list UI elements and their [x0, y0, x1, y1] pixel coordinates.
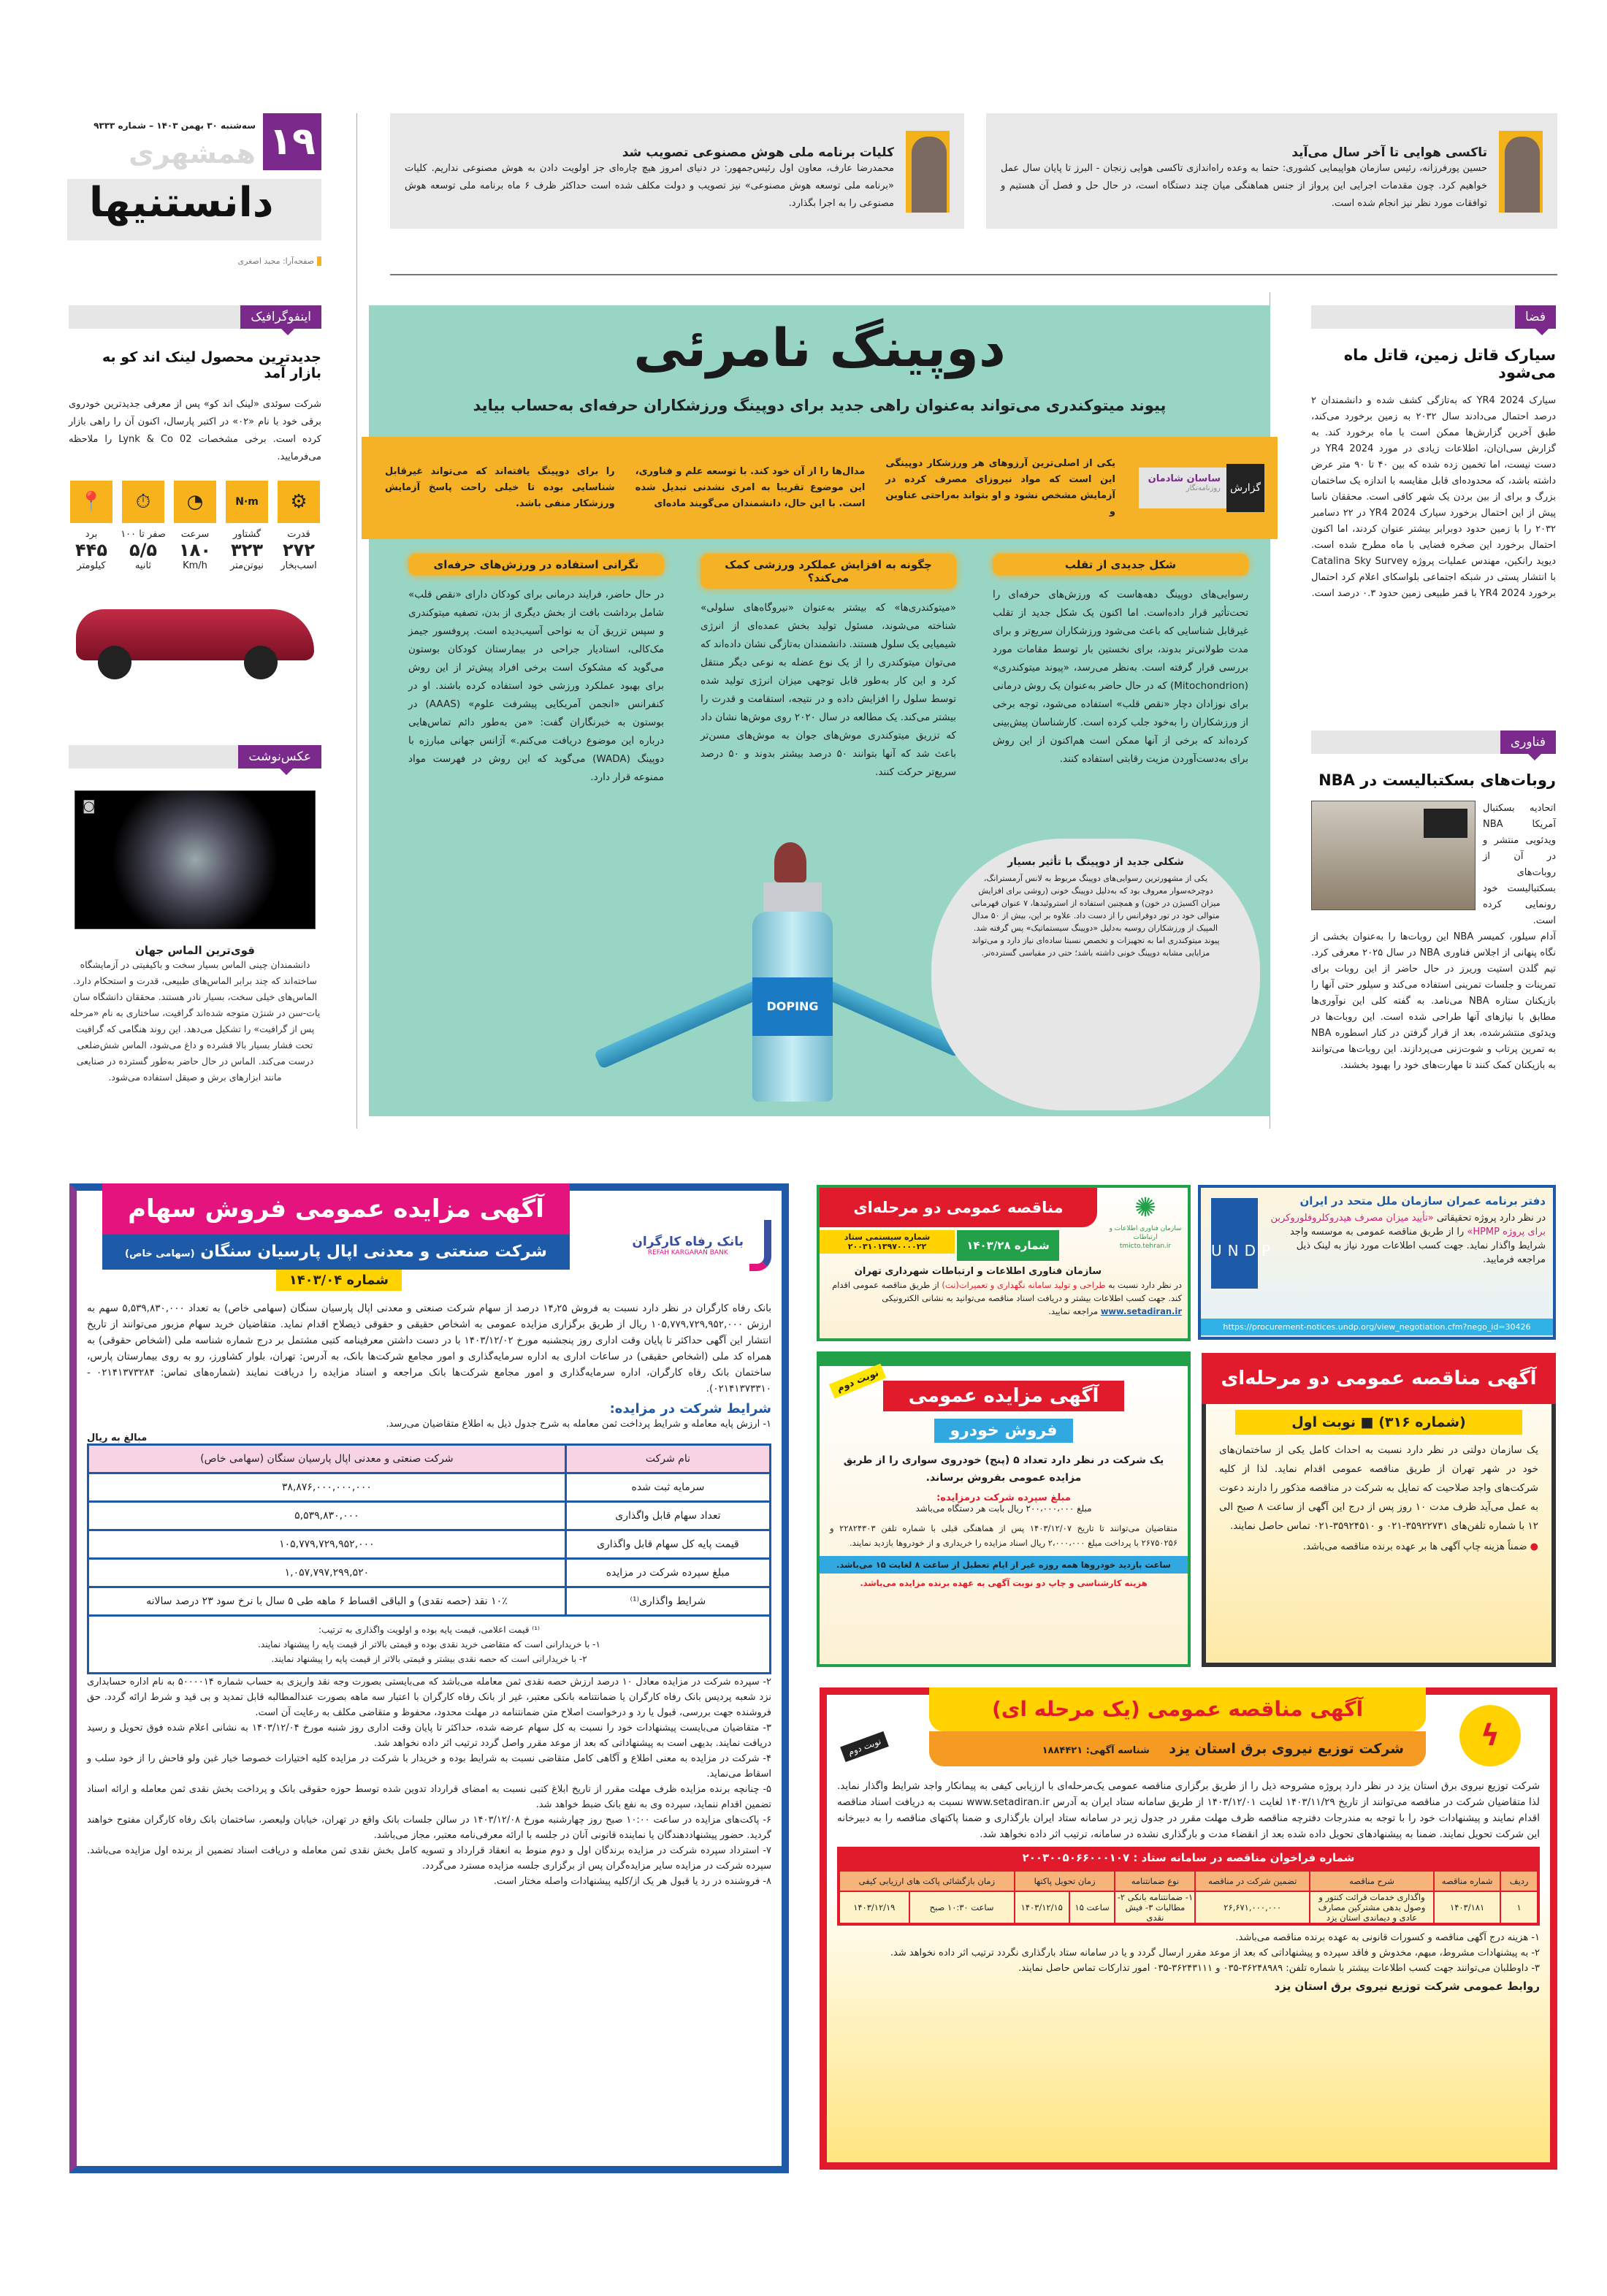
- article-intro: اتحادیه بسکتبال آمریکا NBA ویدئویی منتشر و در آن از روبات‌های بسکتبالیست خود رونمایی کرده است.: [1483, 803, 1556, 926]
- ad-body: یک سازمان دولتی در نظر دارد نسبت به احداث کامل یکی از ساختمان‌های خود در شهر تهران از طریق مناقصه عمومی اقدام نماید. لذا از کلیه شرکت‌های واجد صلاحیت که تمایل به شرکت در مناقصه مذکور را دارند دعوت به عمل می‌آید ظرف مدت ۱۰ روز پس از درج این آگهی از ساعت ۸ صبح الی ۱۲ با شماره تلفن‌های ۳۵۹۲۲۷۳۱-۰۲۱ و ۳۵۹۲۴۵۱۰-۰۲۱ تماس حاصل نمایند.: [1219, 1444, 1539, 1532]
- bank-logo: بانک رفاه کارگران REFAH KARGARAN BANK: [632, 1220, 771, 1271]
- section-tag: اینفوگرافیک: [240, 305, 321, 329]
- circle-body: یکی از مشهورترین رسوایی‌های دوپینگ مربوط به لانس آرمسترانگ، دوچرخه‌سوار معروف بود که به‌دلیل دوپینگ خونی (روشی برای افزایش میزان اکسیژن در خون) و همچنین استفاده از استروئیدها، ۷ عنوان قهرمانی متوالی خود در تور دوفرانس را از دست داد. علاوه بر این، بیش از ۵۰ مدال المپیک از ورزشکاران روسیه به‌دلیل «دوپینگ سیستماتیک» پس گرفته شد. پیوند میتوکندری اما به تجهیزات و تخصص نسبتا ساده‌ای نیاز دارد و می‌تواند مزایایی مشابه دوپینگ خونی داشته باشد؛ حتی در مقیاسی گسترده‌تر.: [971, 874, 1221, 958]
- company-banner: شرکت صنعتی و معدنی اپال پارسیان سنگان (سهامی خاص): [102, 1235, 570, 1270]
- tender-number-bar: (شماره ۳۱۶) ■ نوبت اول: [1235, 1410, 1522, 1435]
- caption-body: دانشمندان چینی الماس بسیار سخت و باکیفیتی در آزمایشگاه ساخته‌اند که چند برابر الماس‌های طبیعی، قدرت و استحکام دارد. الماس‌های خیلی سخت، بسیار نادر هستند. محققان دانشگاه سان یات-سن در شنژن متوجه شده‌اند گرافیت، ساختاری به نام «مرحله پس از گرافیت» را تشکیل می‌دهد. این روند هنگامی که گرافیت تحت فشار بسیار بالا فشرده و داغ می‌شود، الماس شش‌ضلعی درست می‌کند. الماس در حال حاضر به‌طور گسترده در صنایعی مانند ابزارهای برش و صیقل استفاده می‌شود.: [69, 959, 321, 1083]
- ad-body: یک شرکت در نظر دارد تعداد ۵ (پنج) خودروی سواری را از طریق مزایده عمومی بفروش برساند.: [843, 1454, 1164, 1484]
- page-number: ۱۹: [263, 113, 321, 170]
- ad-footer: روابط عمومی شرکت توزیع نیروی برق استان یزد: [1274, 1980, 1540, 1993]
- bank-logo-icon: [749, 1220, 771, 1271]
- ad-title: آگهی مناقصه عمومی (یک مرحله ای): [929, 1687, 1426, 1731]
- lead-text: یکی از اصلی‌ترین آرزوهای هر ورزشکار دوپینگی این است که مواد نیروزای مصرف کرده در آزمایش مشخص نشود و او بتواند به‌راحتی عناوین و: [885, 458, 1115, 517]
- section-heading: چگونه به افزایش عملکرد ورزشی کمک می‌کند؟: [701, 554, 956, 589]
- stat-speed: ◔ سرعت ۱۸۰ Km/h: [172, 481, 218, 571]
- ad-body: شرکت توزیع نیروی برق استان یزد در نظر دارد پروژه مشروحه ذیل را از طریق برگزاری مناقصه عمومی یک‌مرحله‌ای با ارزیابی کیفی به پیمانکار واجد شرایط واگذار نماید. لذا متقاضیان شرکت در مناقصه می‌توانند از تاریخ ۱۴۰۳/۱۱/۲۹ لغایت ۱۴۰۳/۱۲/۰۱ از طریق سامانه ستاد ایران به آدرس www.setadiran.ir نسبت به دریافت اسناد مناقصه اقدام نمایند و پیشنهادات خود را با توجه به مندرجات دفترچه مناقصه ظرف مهلت مقرر در جدول زیر در سامانه ستاد ایران بارگذاری و ضمنا پاکتهای مناقصه را به دبیرخانه این شرکت تحویل نمایند. ضمنا به پیشنهادهای تحویل داده شده بعد از انقضاء مدت و بارگذاری نشده در سامانه، ترتیب اثر داده نخواهد شد.: [837, 1780, 1540, 1840]
- author-role: روزنامه‌نگار: [1186, 484, 1221, 492]
- article-title: سیارک قاتل زمین، قاتل ماه می‌شود: [1343, 346, 1556, 381]
- space-article: [1311, 305, 1556, 602]
- units-label: مبالغ به ریال: [87, 1433, 148, 1443]
- org-name: سازمان فناوری اطلاعات و ارتباطات شهرداری تهران: [854, 1266, 1102, 1277]
- article-body: شرکت سوئدی «لینک اند کو» پس از معرفی جدیدترین خودروی برقی خود با نام «۰۲» در اکتبر پارسال، اکنون آن را راهی بازار کرده است. برخی مشخصات Lynk & Co 02 را ملاحظه می‌فرمایید.: [69, 399, 321, 462]
- section-tag: عکس‌نوشت: [238, 745, 321, 768]
- yazd-electric-tender-ad: [820, 1687, 1557, 2170]
- car-image: [69, 587, 321, 682]
- spec-stats: [69, 481, 321, 571]
- infographic: [69, 305, 321, 682]
- doping-vial-image: [749, 842, 836, 1105]
- news-brief: [390, 113, 964, 229]
- conditions-title: شرایط شرکت در مزایده:: [609, 1401, 771, 1416]
- tender-table: ردیف شماره مناقصه شرح مناقصه تضمین شرکت در مناقصه نوع ضمانتنامه زمان تحویل پاکتها زمان بازگشائی پاکت های ارزیابی کیفی ۱ ۱۴۰۳/۱۸۱ واگذاری خدمات قرائت کنتور و وصول بدهی مشترکین مصارف عادی و دیماندی استان یزد ۲۶,۶۷۱,۰۰۰,۰۰۰ ۱- ضمانتنامه بانکی ۲- مطالبات ۳- فیش نقدی ساعت ۱۵ ۱۴۰۳/۱۲/۱۵ ساعت ۱۰:۳۰ صبح ۱۴۰۳/۱۲/۱۹: [837, 1869, 1540, 1926]
- round-badge: نوبت دوم: [840, 1731, 889, 1762]
- paper-logo: همشهری: [128, 137, 256, 169]
- diamond-photo: [75, 790, 316, 929]
- tender-316-ad: [1202, 1353, 1556, 1667]
- news-body: محمدرضا عارف، معاون اول رئیس‌جمهور: در دنیای امروز هیچ چاره‌ای جز اولویت دادن به هوش مصنوعی نداریم. کلیات «برنامه ملی توسعه هوش مصنوعی» نیز تصویب و دولت مکلف شده است حداکثر ظرف ۶ ماه برنامه ملی توسعه هوش مصنوعی را به اجرا بگذارد.: [405, 163, 894, 209]
- article-body: آدام سیلور، کمیسر NBA این روبات‌ها را به‌عنوان بخشی از نگاه پنهانی از اجلاس فناوری NBA در سال ۲۰۲۵ معرفی کرد. تیم گلدن استیت وریرز در حال حاضر از این روبات برای تمرینات و جلسات تمرینی استفاده می‌کند و سیلور حتی آنها را بازیکنان ستاره NBA می‌نامد. به گفته کلی این نوآوری‌ها مطابق با نیازهای آنها طراحی شده است. این روبات‌ها در ویدئوی منتشرشده، بعد از قرار گرفتن در کنار اسطوره NBA به تمرین پرتاب و شوت‌زنی می‌پردازند. این روبات‌ها می‌توانند به بازیکنان کمک کنند تا مهارت‌های خود را بهبود بخشند.: [1311, 931, 1556, 1071]
- undp-ad: UNDP دفتر برنامه عمران سازمان ملل متحد در ایران در نظر دارد پروژه تحقیقاتی «تأیید میزان مصرف هیدروکلروفلوروکربن برای پروژه HPMP» را از طریق مناقصه عمومی به موسسه واجد شرایط واگذار نماید. جهت کسب اطلاعات مورد نیاز به لینک ذیل مراجعه فرمایید. https://procurement-notices.undp.org/view_negotiation.cfm?nego_id=30426: [1198, 1185, 1556, 1340]
- circle-title: شکلی جدید از دوپینگ با تأثیر بسیار: [1007, 856, 1184, 868]
- ad-number: شماره ۱۴۰۳/۰۴: [276, 1270, 402, 1291]
- article-headline: دوپینگ نامرئی: [633, 317, 1006, 378]
- sidebar-circle: [931, 839, 1260, 1110]
- kicker: گزارش: [1226, 464, 1264, 512]
- org-logo-icon: ✺: [1134, 1193, 1157, 1223]
- ad-details: متقاضیان می‌توانند تا تاریخ ۱۴۰۳/۱۲/۰۷ پس از هماهنگی قبلی با شماره تلفن ۲۲۸۲۴۳۰۳ و ۲۶۷۵۰۲۵۶ با پرداخت مبلغ ۲،۰۰۰،۰۰۰ ریال اسناد مزایده را خریداری و از خودروها بازدید نمایند.: [830, 1523, 1177, 1548]
- car-auction-ad: [817, 1351, 1191, 1667]
- article-title: روبات‌های بسکتبالیست در NBA: [1318, 771, 1556, 789]
- byline: [1139, 468, 1226, 508]
- nba-article: [1311, 731, 1556, 1074]
- section-title: دانستنیها: [67, 179, 321, 240]
- ad-notes: ۱- هزینه درج آگهی مناقصه و کسورات قانونی به عهده برنده مناقصه می‌باشد. ۲- به پیشنهادات مشروط، مبهم، مخدوش و فاقد سپرده و پیشنهاداتی که بعد از موعد مقرر ارسال گردد و یا در سامانه ستاد بارگذاری نگردد ترتیب اثر داده نخواهد شد. ۳- داوطلبان می‌توانند جهت کسب اطلاعات بیشتر با شماره تلفن: ۳۶۲۴۸۹۸۹-۰۳۵ و ۳۶۲۴۳۱۱۱-۰۳۵ امور تدارکات تماس حاصل نمایند. روابط عمومی شرکت توزیع نیروی برق استان یزد: [827, 1926, 1550, 1999]
- undp-logo: UNDP: [1211, 1198, 1258, 1289]
- caption-title: قوی‌ترین الماس جهان: [135, 944, 255, 957]
- call-number-bar: شماره فراخوان مناقصه در سامانه ستاد : ۲۰۰۳۰۰۵۰۶۶۰۰۰۱۰۷: [837, 1847, 1540, 1869]
- stopwatch-icon: ⏱: [122, 481, 164, 523]
- lead-text: را برای دوپینگ یافته‌اند که می‌تواند غیرقابل شناسایی بوده تا خیلی راحت پاسخ آزمایش ورزشکار منفی باشد.: [384, 466, 615, 509]
- ad-intro: بانک رفاه کارگران در نظر دارد نسبت به فروش ۱۴٫۲۵ درصد از سهام شرکت صنعتی و معدنی اپال پارسیان سنگان (سهامی خاص) به تعداد ۵,۵۳۹,۸۳۰,۰۰۰ سهم به ارزش ۱۰۵,۷۷۹,۷۲۹,۹۵۲,۰۰۰ ریال از طریق برگزاری مزایده عمومی به اشخاص حقیقی و حقوقی ذیصلاح اقدام نماید. متقاضیان خرید سهام مزبور می‌توانند از تاریخ انتشار این آگهی حداکثر تا پایان وقت اداری روز پنجشنبه مورخ ۱۴۰۳/۱۲/۰۲ با در دست داشتن معرفینامه کتبی مشتمل بر درج شماره شناسه ملی (اشخاص حقوقی) به همراه کد ملی (اشخاص حقیقی) در ساعات اداری به اداره سرمایه‌گذاری و امور مجامع شرکت‌ها بانک، به آدرس: تهران، بلوار کشاورز، رو به روی بیمارستان پارس، ساختمان بانک رفاه کارگران، اداره سرمایه‌گذاری و امور مجامع شرکت‌ها بانک مراجعه و اسناد مزایده را دریافت نمایند (شماره‌های تماس: ۰۲۱۴۱۳۷۳۲۸۴ - ۰۲۱۴۱۳۷۳۳۱۰).: [87, 1303, 771, 1395]
- basketball-robot-photo: [1311, 801, 1476, 910]
- company-banner: شرکت توزیع نیروی برق استان یزد شناسه آگهی: ۱۸۸۴۴۲۱: [929, 1731, 1426, 1766]
- news-brief: [986, 113, 1557, 229]
- news-body: حسین پورفرزانه، رئیس سازمان هواپیمایی کشوری: حتما به وعده راه‌اندازی تاکسی هوایی زنجان - البرز تا پایان سال عمل خواهیم کرد. چون مقدمات اجرایی این پرواز از جنس هماهنگی میان چند دستگاه است، در حال حل و فصل آن هستیم و توافقات مورد نظر نیز انجام شده است.: [1001, 163, 1487, 209]
- engine-icon: ⚙: [278, 481, 320, 523]
- portrait-image: [906, 131, 950, 213]
- article-subtitle: پیوند میتوکندری می‌تواند به‌عنوان راهی جدید برای دوپینگ ورزشکاران حرفه‌ای به‌حساب بیاید: [473, 397, 1167, 414]
- divider: [390, 274, 1557, 275]
- divider: [356, 113, 357, 1129]
- section-heading: شکل جدیدی از تقلب: [993, 554, 1248, 576]
- issue-date: سه‌شنبه ۳۰ بهمن ۱۴۰۳ – شماره ۹۳۳۳: [93, 121, 256, 131]
- torque-icon: N·m: [226, 481, 268, 523]
- ad-title: آگهی مناقصه عمومی دو مرحله‌ای: [1202, 1353, 1556, 1404]
- cost-note: هزینه کارشناسی و چاپ دو نوبت آگهی به عهده برنده مزایده می‌باشد.: [860, 1578, 1148, 1588]
- visit-hours: ساعت بازدید خودروها همه روزه غیر از ایام تعطیل از ساعت ۸ لغایت ۱۵ می‌باشد.: [820, 1556, 1188, 1574]
- ad-title: آگهی مزایده عمومی فروش سهام: [102, 1183, 570, 1235]
- section-tag: فناوری: [1500, 731, 1556, 754]
- ad-title: دفتر برنامه عمران سازمان ملل متحد در ایران: [1299, 1194, 1546, 1208]
- article-column: [993, 554, 1248, 768]
- photo-caption-article: [69, 745, 321, 1086]
- ad-title: مناقصه عمومی دو مرحله‌ای: [820, 1188, 1097, 1227]
- round-badge: نوبت دوم: [829, 1363, 887, 1398]
- electric-company-logo: ϟ: [1459, 1705, 1521, 1766]
- article-column: [701, 554, 956, 782]
- ad-subtitle: فروش خودرو: [934, 1419, 1073, 1443]
- deposit-amount: مبلغ ۲۰۰،۰۰۰،۰۰۰ ریال بابت هر دستگاه می‌باشد: [915, 1503, 1092, 1514]
- condition-item: ۱- ارزش پایه معامله و شرایط پرداخت ثمن معامله به شرح جدول ذیل به اطلاع متقاضیان می‌رسد.: [386, 1419, 771, 1430]
- camera-icon: ◙: [83, 798, 96, 814]
- section-tag: فضا: [1515, 305, 1556, 329]
- procurement-link[interactable]: https://procurement-notices.undp.org/view_negotiation.cfm?nego_id=30426: [1201, 1319, 1553, 1335]
- article-body: سیارک 2024 YR4 که به‌تازگی کشف شده و دانشمندان ۲ درصد احتمال می‌دادند سال ۲۰۳۲ به زمین برخورد می‌کند، طبق آخرین گزارش‌ها ممکن است با ماه برخورد کند. به گزارش سی‌ان‌ان، اطلاعات زیادی در مورد 2024 YR4 در دست نیست، اما تخمین زده شده که بین ۴۰ تا ۹۰ متر عرض داشته باشد، که محدوده‌ای قابل مقایسه با اندازه یک ساختمان بزرگ و برای از بین بردن یک شهر کافی است. محققان ناسا پیش از این احتمال برخورد سیارک 2024 YR4 در ۲۲ دسامبر ۲۰۳۲ را با زمین حدود دوبرابر بیشتر عنوان کردند، اما اکنون احتمال برخورد این صخره فضایی با ماه مطرح شده است. دیوید رانکین، مهندس عملیات پروژه Catalina Sky Survey با انتشار پستی در شبکه اجتماعی بلواسکای اعلام کرد احتمال برخورد 2024 YR4 با قمر طبیعی زمین حدود ۰.۳ درصد است.: [1311, 395, 1557, 599]
- main-article: [369, 305, 1270, 1116]
- setad-number: شماره سیستمی ستاد ۲۰۰۳۱۰۱۳۹۷۰۰۰۰۲۲: [820, 1230, 955, 1254]
- ad-note: ● ضمناً هزینه چاپ آگهی ها بر عهده برنده مناقصه می‌باشد.: [1302, 1541, 1538, 1552]
- setad-link[interactable]: www.setadiran.ir: [1100, 1306, 1182, 1316]
- refah-auction-ad: [69, 1183, 789, 2173]
- tmicto-tender-ad: مناقصه عمومی دو مرحله‌ای شماره سیستمی ستاد ۲۰۰۳۱۰۱۳۹۷۰۰۰۰۲۲ شماره ۱۴۰۳/۲۸ ✺ سازمان فناوری اطلاعات و ارتباطات tmicto.tehran.ir سازمان فناوری اطلاعات و ارتباطات شهرداری تهران در نظر دارد نسبت به طراحی و تولید سامانه نگهداری و تعمیرات(نت) از طریق مناقصه عمومی اقدام کند. جهت کسب اطلاعات بیشتر و دریافت اسناد مناقصه می‌توانید به نشانی الکترونیکی www.setadiran.ir مراجعه نمایید.: [817, 1185, 1191, 1341]
- stat-acceleration: ⏱ صفر تا ۱۰۰ ۵/۵ ثانیه: [121, 481, 166, 571]
- condition-list: ۲- سپرده شرکت در مزایده معادل ۱۰ درصد ارزش حصه نقدی ثمن معامله می‌باشد که می‌بایستی بصورت وجه نقد واریزی به حساب شماره ۵۰۰۰۰۱۴ به نام اداره حسابداری نزد شعبه پردیس بانک رفاه کارگران یا ضمانتنامه بانکی معتبر، غیر از بانک رفاه کارگران با اعتبار سه ماهه بصورت عندالمطالبه قابل تمدید و بی قید و شرط ارائه گردد. حق فروشنده جهت بررسی، قبول یا رد و درخواست اصلاح متن ضمانتنامه در مهلت محدود، محفوظ و متقاضی مکلف به رعایت آن است. ۳- متقاضیان می‌بایست پیشنهادات خود را نسبت به کل سهام عرضه شده، حداکثر تا پایان وقت اداری روز شنبه مورخ ۱۴۰۳/۱۲/۰۴ به نشانی اعلام شده فوق تحویل و رسید دریافت نمایند. بدیهی است به پیشنهاداتی که بعد از موعد مقرر واصل گردد ترتیب اثر داده نخواهد شد. ۴- شرکت در مزایده به معنی اطلاع و آگاهی کامل متقاضی نسبت به شرایط بوده و خریدار با شرکت در مزایده کلیه اختیارات خصوصا خیار غبن ولو فاحش را از خود سلب و اسقاط می‌نماید. ۵- چنانچه برنده مزایده ظرف مهلت مقرر از تاریخ ابلاغ کتبی نسبت به امضای قرارداد تدوین شده توسط حوزه حقوقی بانک و پرداخت بخش نقدی ثمن معامله و ارائه اسناد تضمین اقدام ننماید، سپرده وی به نفع بانک ضبط خواهد شد. ۶- پاکت‌های مزایده در ساعت ۱۰:۰۰ صبح روز چهارشنبه مورخ ۱۴۰۳/۱۲/۰۸ در سالن جلسات بانک واقع در تهران، خیابان ولیعصر، ساختمان بانک رفاه کارگران مفتوح خواهند گردید. حضور پیشنهاددهندگان یا نماینده قانونی آنان در جلسه با ارائه معرفی‌نامه معتبر، مجاز می‌باشد. ۷- استرداد سپرده شرکت در مزایده برندگان اول و دوم منوط به انعقاد قرارداد و تسویه کامل بخش نقدی ثمن معامله و دریافت اسناد تضمین از برنده اول مزایده می‌باشد. سپرده شرکت در مزایده سایر مزایده‌گران پس از برگزاری جلسه مزایده مسترد می‌گردد. ۸- فروشنده در رد یا قبول هر یک از/کلیه پیشنهادات واصله مختار است.: [87, 1677, 772, 1887]
- designer-credit: صفحه‌آرا: مجید اصغری: [238, 256, 322, 266]
- route-icon: 📍: [70, 481, 112, 523]
- ad-title: آگهی مزایده عمومی: [883, 1381, 1124, 1411]
- section-body: رسوایی‌های دوپینگ دهه‌هاست که ورزش‌های حرفه‌ای را تحت‌تأثیر قرار داده‌است. اما اکنون یک شکل جدید از تقلب غیرقابل شناسایی که باعث می‌شود ورزشکاران سریع‌تر و برای مدت طولانی‌تر بدوند، برای نخستین بار توسط مقامات مورد بررسی قرار گرفته است. به‌نظر می‌رسد، «پیوند میتوکندری» (Mitochondrion) که در حال حاضر به‌عنوان یک روش درمانی برای نوزادان دچار «نقص قلب» استفاده می‌شود، توجه برخی از ورزشکاران را به‌خود جلب کرده است. کارشناسان پیش‌بینی کرده‌اند که برخی از آنها ممکن است هم‌اکنون از این روش برای به‌دست‌آوردن مزیت رقابتی استفاده کنند.: [993, 589, 1248, 765]
- article-title: جدیدترین محصول لینک اند کو به بازار آمد: [102, 349, 321, 381]
- section-body: «میتوکندری‌ها» که بیشتر به‌عنوان «نیروگاه‌های سلولی» شناخته می‌شوند، مسئول تولید بخش عمده‌ای از انرژی شیمیایی یک سلول هستند. دانشمندان به‌تازگی نشان داده‌اند که می‌توان میتوکندری را از یک نوع عضله به نوعی دیگر منتقل کرد و این کار به‌طور قابل توجهی میزان انرژی تولید شده توسط سلول را افزایش داده و در نتیجه، استقامت و قدرت را بیشتر می‌کند. یک مطالعه در سال ۲۰۲۰ روی موش‌ها نشان داد که تزریق میتوکندری موش‌های جوان به موش‌های مسن‌تر باعث شد که آنها بتوانند ۵۰ درصد بیشتر بدوند و ۵۰ درصد سریع‌تر حرکت کنند.: [701, 602, 956, 778]
- article-column: [408, 554, 664, 787]
- lead-band: [362, 437, 1278, 539]
- portrait-image: [1499, 131, 1543, 213]
- vial-label: DOPING: [752, 977, 833, 1036]
- stat-torque: N·m گشتاور ۳۲۳ نیوتن‌متر: [224, 481, 270, 571]
- stat-power: ⚙ قدرت ۲۷۲ اسب‌بخار: [276, 481, 321, 571]
- speedometer-icon: ◔: [174, 481, 216, 523]
- masthead: [67, 113, 321, 274]
- auction-table: نام شرکت شرکت صنعتی و معدنی اپال پارسیان سنگان (سهامی خاص) سرمایه ثبت شده ۳۸,۸۷۶,۰۰۰,۰۰۰,۰۰۰ تعداد سهام قابل واگذاری ۵,۵۳۹,۸۳۰,۰۰۰ قیمت پایه کل سهام قابل واگذاری ۱۰۵,۷۷۹,۷۲۹,۹۵۲,۰۰۰ مبلغ سپرده شرکت در مزایده ۱,۰۵۷,۷۹۷,۲۹۹,۵۲۰ شرایط واگذاری⁽¹⁾ ۱۰٪ نقد (حصه نقدی) و الباقی اقساط ۶ ماهه طی ۵ سال با نرخ سود ۲۳ درصد سالانه ⁽¹⁾ قیمت اعلامی، قیمت پایه بوده و اولویت واگذاری به ترتیب: ۱- با خریدارانی است که متقاضی خرید نقدی بوده و قیمتی بالاتر از قیمت پایه را پیشنهاد نمایند. ۲- با خریدارانی است که حصه نقدی بیشتر و قیمتی بالاتر از قیمت پایه را پیشنهاد نمایند.: [87, 1443, 771, 1674]
- section-heading: نگرانی استفاده در ورزش‌های حرفه‌ای: [408, 554, 664, 576]
- tender-number: شماره ۱۴۰۳/۲۸: [957, 1230, 1059, 1261]
- stat-range: 📍 برد ۴۴۵ کیلومتر: [69, 481, 114, 571]
- news-title: کلیات برنامه ملی هوش مصنوعی تصویب شد: [622, 145, 894, 160]
- org-logo: ✺ سازمان فناوری اطلاعات و ارتباطات tmicto.tehran.ir: [1109, 1193, 1182, 1250]
- lead-text: مدال‌ها را از آن خود کند. با توسعه علم و فناوری، این موضوع تقریبا به امری نشدنی تبدیل شده است. با این حال، دانشمندان می‌گویند ماده‌ای: [635, 466, 866, 509]
- deposit-title: مبلغ سپرده شرکت درمزایده:: [936, 1492, 1071, 1503]
- section-body: در حال حاضر، فرایند درمانی برای کودکان دارای «نقص قلب» شامل برداشت بافت از بخش دیگری از بدن، تصفیه میتوکندری و سپس تزریق آن به نواحی آسیب‌دیده است. پروفسور جیمز مک‌کالی، استادیار جراحی در بیمارستان کودکان بوستون می‌گوید که مشکوک است برخی افراد پیش‌تر از این روش برای بهبود عملکرد ورزشی خود استفاده کرده باشند. او در کنفرانس «انجمن آمریکایی پیشرفت علوم» (AAAS) در بوستون به خبرنگاران گفت: «من به‌طور دائم تماس‌هایی درباره این موضوع دریافت می‌کنم.» آژانس جهانی مبارزه با دوپینگ (WADA) می‌گوید که این روش در فهرست مواد ممنوعه قرار دارد.: [408, 589, 665, 783]
- author-name: ساسان شادمان: [1148, 473, 1221, 484]
- news-title: تاکسی هوایی تا آخر سال می‌آید: [1291, 145, 1487, 160]
